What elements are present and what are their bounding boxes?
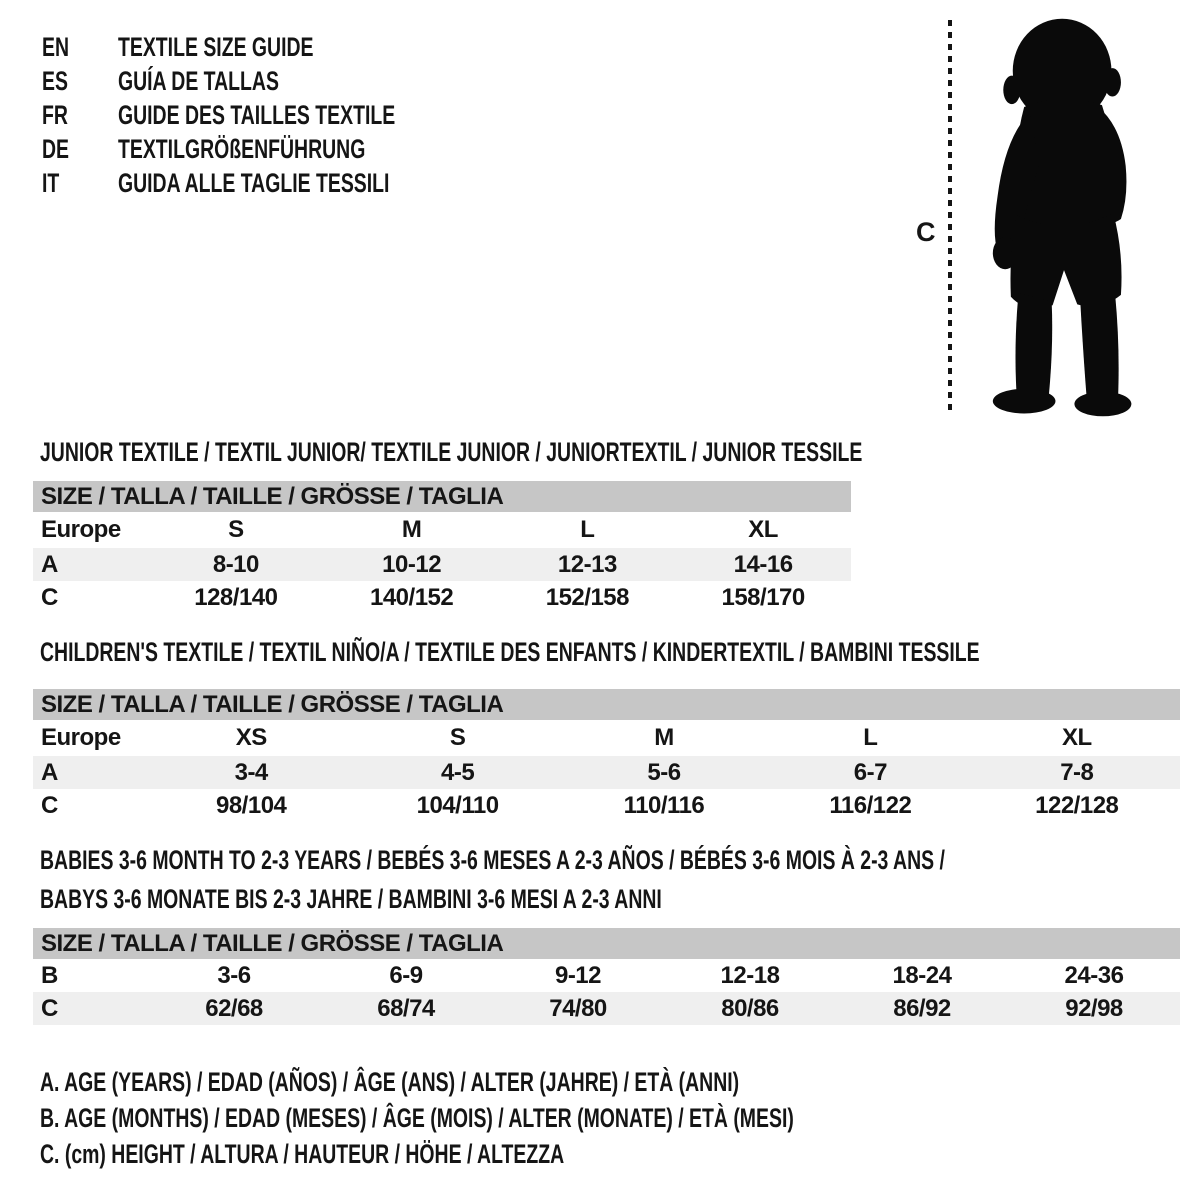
row-label-cell: C [41,791,58,819]
value-cell: 5-6 [561,756,767,789]
table-header-row [33,928,1180,959]
value-cell: 8-10 [148,548,324,581]
language-row-it [42,166,503,200]
value-cell: 92/98 [1008,992,1180,1025]
size-cell: S [228,516,244,543]
value-cell: 6-9 [389,961,423,989]
language-row-es [42,64,503,98]
legend-line-b: B. AGE (MONTHS) / EDAD (MESES) / ÂGE (MOIS) / ALTER (MONATE) / ETÀ (MESI) [40,1102,794,1133]
language-row-de [42,132,503,166]
value-cell: 9-12 [554,961,602,989]
size-cell: M [401,516,422,543]
legend-line-c: C. (cm) HEIGHT / ALTURA / HAUTEUR / HÖHE / ALTEZZA [40,1138,565,1169]
size-cell: S [449,724,466,751]
language-title-list [42,30,503,200]
value-cell: 122/128 [1035,791,1119,819]
table-row-a [33,548,851,581]
value-cell: 158/170 [721,583,805,611]
section-title: JUNIOR TEXTILE / TEXTIL JUNIOR/ TEXTILE JUNIOR / JUNIORTEXTIL / JUNIOR TESSILE [40,437,863,467]
language-title: GUÍA DE TALLAS [118,65,279,96]
language-title: TEXTILGRÖßENFÜHRUNG [118,133,366,164]
row-label-cell: Europe [41,724,121,751]
size-cell: XS [235,724,267,751]
value-cell: 18-24 [892,961,952,989]
height-measure-figure [916,14,1176,424]
value-cell: 12-18 [720,961,780,989]
table-row-c [33,992,1180,1025]
language-code: DE [42,133,70,164]
measure-dashed-line [948,20,952,416]
language-row-fr [42,98,503,132]
size-cell: L [863,724,878,751]
value-cell: 12-13 [500,548,676,581]
table-header-row [33,481,851,512]
section-junior-textile [33,437,863,614]
table-row-c [33,789,1180,822]
language-code: IT [42,167,60,198]
language-row-en [42,30,503,64]
size-cell: L [580,516,595,543]
value-cell: 152/158 [545,583,629,611]
value-cell: 74/80 [492,992,664,1025]
measurement-legend [40,1064,1087,1172]
value-cell: 6-7 [767,756,973,789]
value-cell: 24-36 [1064,961,1124,989]
value-cell: 80/86 [664,992,836,1025]
language-code: FR [42,99,68,130]
size-cell: XL [748,516,778,543]
size-header-cell: SIZE / TALLA / TAILLE / GRÖSSE / TAGLIA [33,481,851,512]
row-label-cell: C [33,992,148,1025]
value-cell: 3-6 [217,961,251,989]
measure-c-label: C [916,217,936,247]
size-cell: XL [1061,724,1092,751]
table-row-europe [33,720,1180,756]
value-cell: 98/104 [215,791,287,819]
size-header-cell: SIZE / TALLA / TAILLE / GRÖSSE / TAGLIA [33,928,1180,959]
table-header-row [33,689,1180,720]
row-label-cell: A [33,756,148,789]
language-code: ES [42,65,68,96]
value-cell: 104/110 [416,791,499,819]
table-row-b [33,959,1180,992]
value-cell: 68/74 [320,992,492,1025]
section-title: CHILDREN'S TEXTILE / TEXTIL NIÑO/A / TEXTILE DES ENFANTS / KINDERTEXTIL / BAMBINI TESSILE [40,637,980,667]
language-title: TEXTILE SIZE GUIDE [118,31,314,62]
value-cell: 14-16 [675,548,851,581]
value-cell: 116/122 [829,791,912,819]
legend-line-a: A. AGE (YEARS) / EDAD (AÑOS) / ÂGE (ANS) / ALTER (JAHRE) / ETÀ (ANNI) [40,1066,740,1097]
value-cell: 128/140 [194,583,278,611]
section-childrens-textile [33,638,1180,822]
value-cell: 86/92 [836,992,1008,1025]
language-title: GUIDA ALLE TAGLIE TESSILI [118,167,390,198]
row-label-cell: A [33,548,148,581]
value-cell: 62/68 [148,992,320,1025]
value-cell: 10-12 [324,548,500,581]
table-row-europe [33,512,851,548]
value-cell: 110/116 [623,791,705,819]
row-label-cell: B [41,961,58,989]
table-row-a [33,756,1180,789]
section-babies-textile [33,841,1180,1025]
value-cell: 7-8 [974,756,1180,789]
toddler-silhouette-icon [968,14,1160,422]
language-code: EN [42,31,70,62]
section-title: BABIES 3-6 MONTH TO 2-3 YEARS / BEBÉS 3-6 MESES A 2-3 AÑOS / BÉBÉS 3-6 MOIS À 2-3 ANS / BABYS 3-6 MONATE BIS 2-3 JAHRE / BAMBINI 3-6 MESI A 2-3 ANNI [40,845,945,914]
table-row-c [33,581,851,614]
children-size-table [33,689,1180,822]
value-cell: 3-4 [148,756,354,789]
size-header-cell: SIZE / TALLA / TAILLE / GRÖSSE / TAGLIA [33,689,1180,720]
size-cell: M [654,724,674,751]
language-title: GUIDE DES TAILLES TEXTILE [118,99,396,130]
value-cell: 140/152 [369,583,454,611]
junior-size-table [33,481,851,614]
row-label-cell: Europe [41,516,121,543]
babies-size-table [33,928,1180,1025]
value-cell: 4-5 [354,756,560,789]
row-label-cell: C [41,583,58,611]
